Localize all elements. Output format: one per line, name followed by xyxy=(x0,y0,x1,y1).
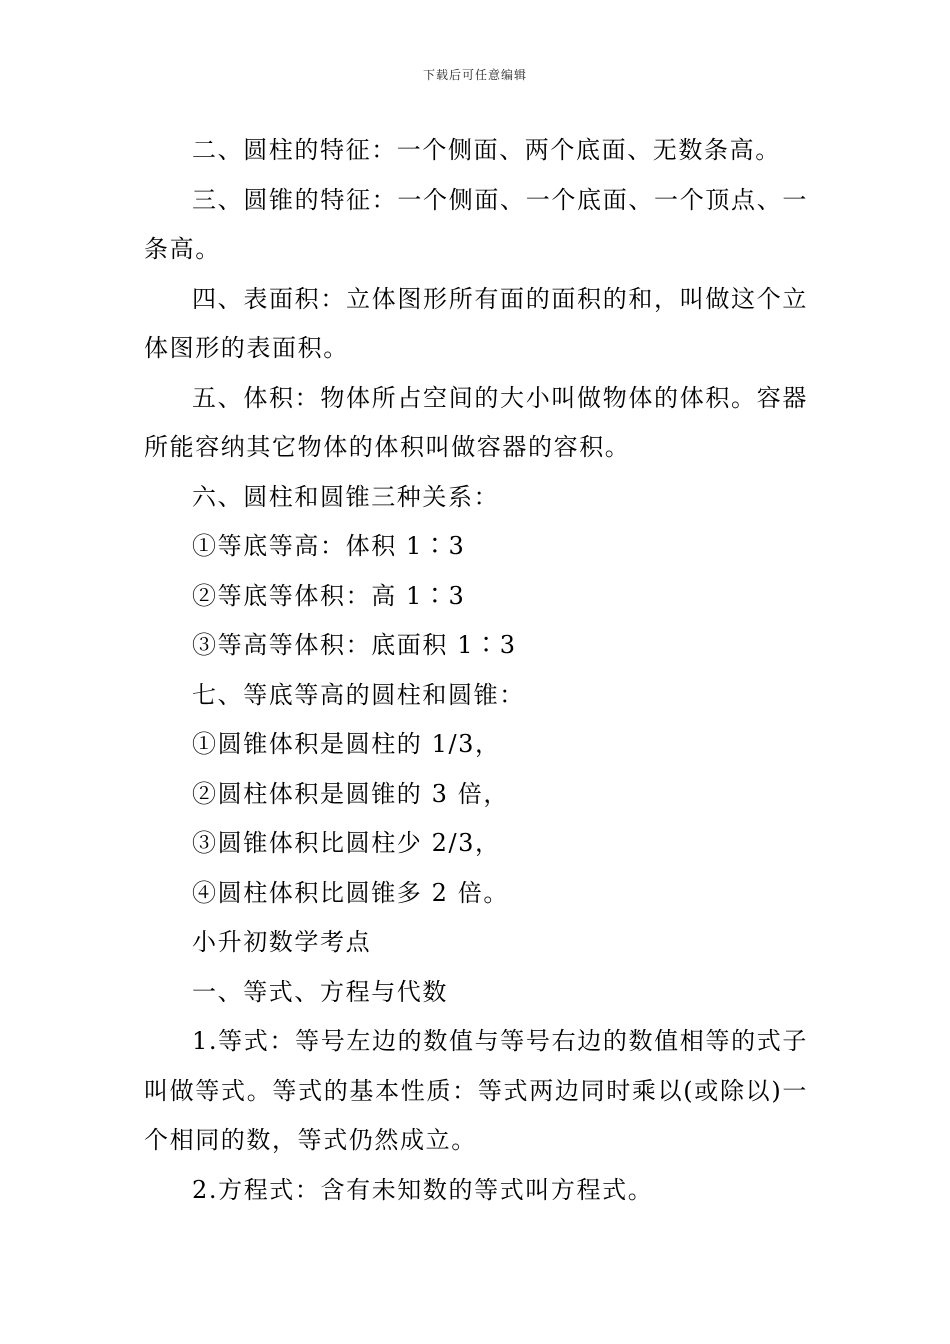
paragraph-equation-definition: 2.方程式：含有未知数的等式叫方程式。 xyxy=(192,1175,654,1204)
paragraph-surface-area: 四、表面积：立体图形所有面的面积的和，叫做这个立体图形的表面积。 xyxy=(144,284,808,362)
list-item-relation-2: ②等底等体积：高 1∶3 xyxy=(192,581,466,610)
paragraph-equality-definition: 1.等式：等号左边的数值与等号右边的数值相等的式子叫做等式。等式的基本性质：等式两边同时乘以(或除以)一个相同的数，等式仍然成立。 xyxy=(144,1027,808,1154)
paragraph-volume: 五、体积：物体所占空间的大小叫做物体的体积。容器所能容纳其它物体的体积叫做容器的容积。 xyxy=(144,383,808,461)
list-item-cone-vs-cylinder-4: ④圆柱体积比圆锥多 2 倍。 xyxy=(192,878,509,907)
paragraph-three-relations-heading: 六、圆柱和圆锥三种关系： xyxy=(192,482,500,511)
paragraph-equal-base-height-heading: 七、等底等高的圆柱和圆锥： xyxy=(192,680,525,709)
list-item-cone-vs-cylinder-3: ③圆锥体积比圆柱少 2/3， xyxy=(192,829,501,857)
list-item-relation-1: ①等底等高：体积 1∶3 xyxy=(192,532,466,560)
section-heading-equations-algebra: 一、等式、方程与代数 xyxy=(192,977,448,1006)
list-item-cone-vs-cylinder-1: ①圆锥体积是圆柱的 1/3， xyxy=(192,730,501,758)
list-item-cone-vs-cylinder-2: ②圆柱体积是圆锥的 3 倍， xyxy=(192,779,509,808)
list-item-relation-3: ③等高等体积：底面积 1∶3 xyxy=(192,631,517,659)
section-title-exam-points: 小升初数学考点 xyxy=(192,928,372,956)
document-body xyxy=(144,126,808,1215)
paragraph-cone-features: 三、圆锥的特征：一个侧面、一个底面、一个顶点、一条高。 xyxy=(144,185,808,263)
page-header: 下载后可任意编辑 xyxy=(422,68,527,82)
paragraph-cylinder-features: 二、圆柱的特征：一个侧面、两个底面、无数条高。 xyxy=(192,136,781,164)
